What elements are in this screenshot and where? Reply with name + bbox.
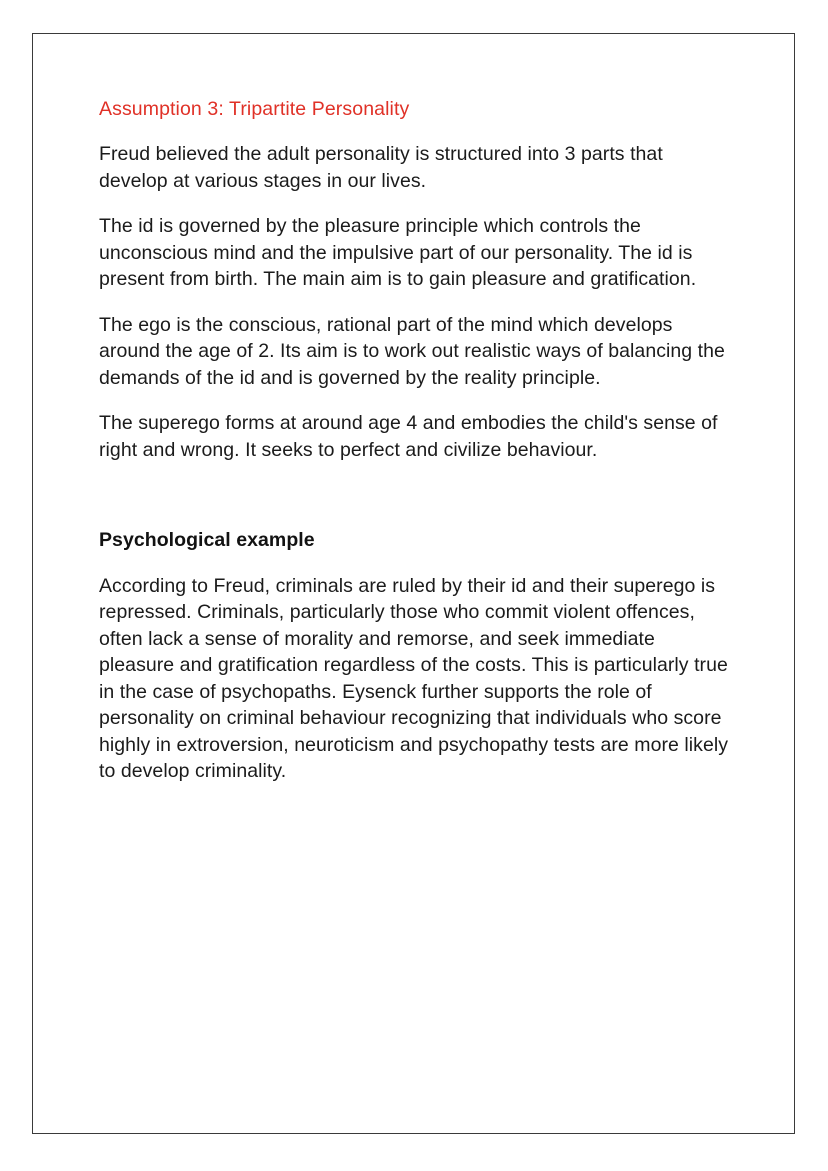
paragraph-spacer xyxy=(99,482,731,527)
subheading-psychological-example: Psychological example xyxy=(99,529,315,551)
section-heading: Assumption 3: Tripartite Personality xyxy=(99,98,410,120)
paragraph-ego: The ego is the conscious, rational part of the mind which develops around the age of 2. Its aim is to work out realistic ways of balancing the demands of the id and is governed by the reality principle. xyxy=(99,313,725,389)
document-body xyxy=(99,96,731,804)
paragraph-superego: The superego forms at around age 4 and embodies the child's sense of right and wrong. It seeks to perfect and civilize behaviour. xyxy=(99,412,718,461)
document-page xyxy=(32,33,795,1134)
paragraph-tripartite-intro: Freud believed the adult personality is structured into 3 parts that develop at various stages in our lives. xyxy=(99,143,663,192)
paragraph-id: The id is governed by the pleasure principle which controls the unconscious mind and the impulsive part of our personality. The id is present from birth. The main aim is to gain pleasure and gratification. xyxy=(99,215,697,290)
paragraph-psychological-example: According to Freud, criminals are ruled by their id and their superego is repressed. Criminals, particularly those who commit violent offences, often lack a sense of morality and remorse, and seek immediate pleasure and gratification regardless of the costs. This is particularly true in the case of psychopaths. Eysenck further supports the role of personality on criminal behaviour recognizing that individuals who score highly in extroversion, neuroticism and psychopathy tests are more likely to develop criminality. xyxy=(99,574,729,782)
